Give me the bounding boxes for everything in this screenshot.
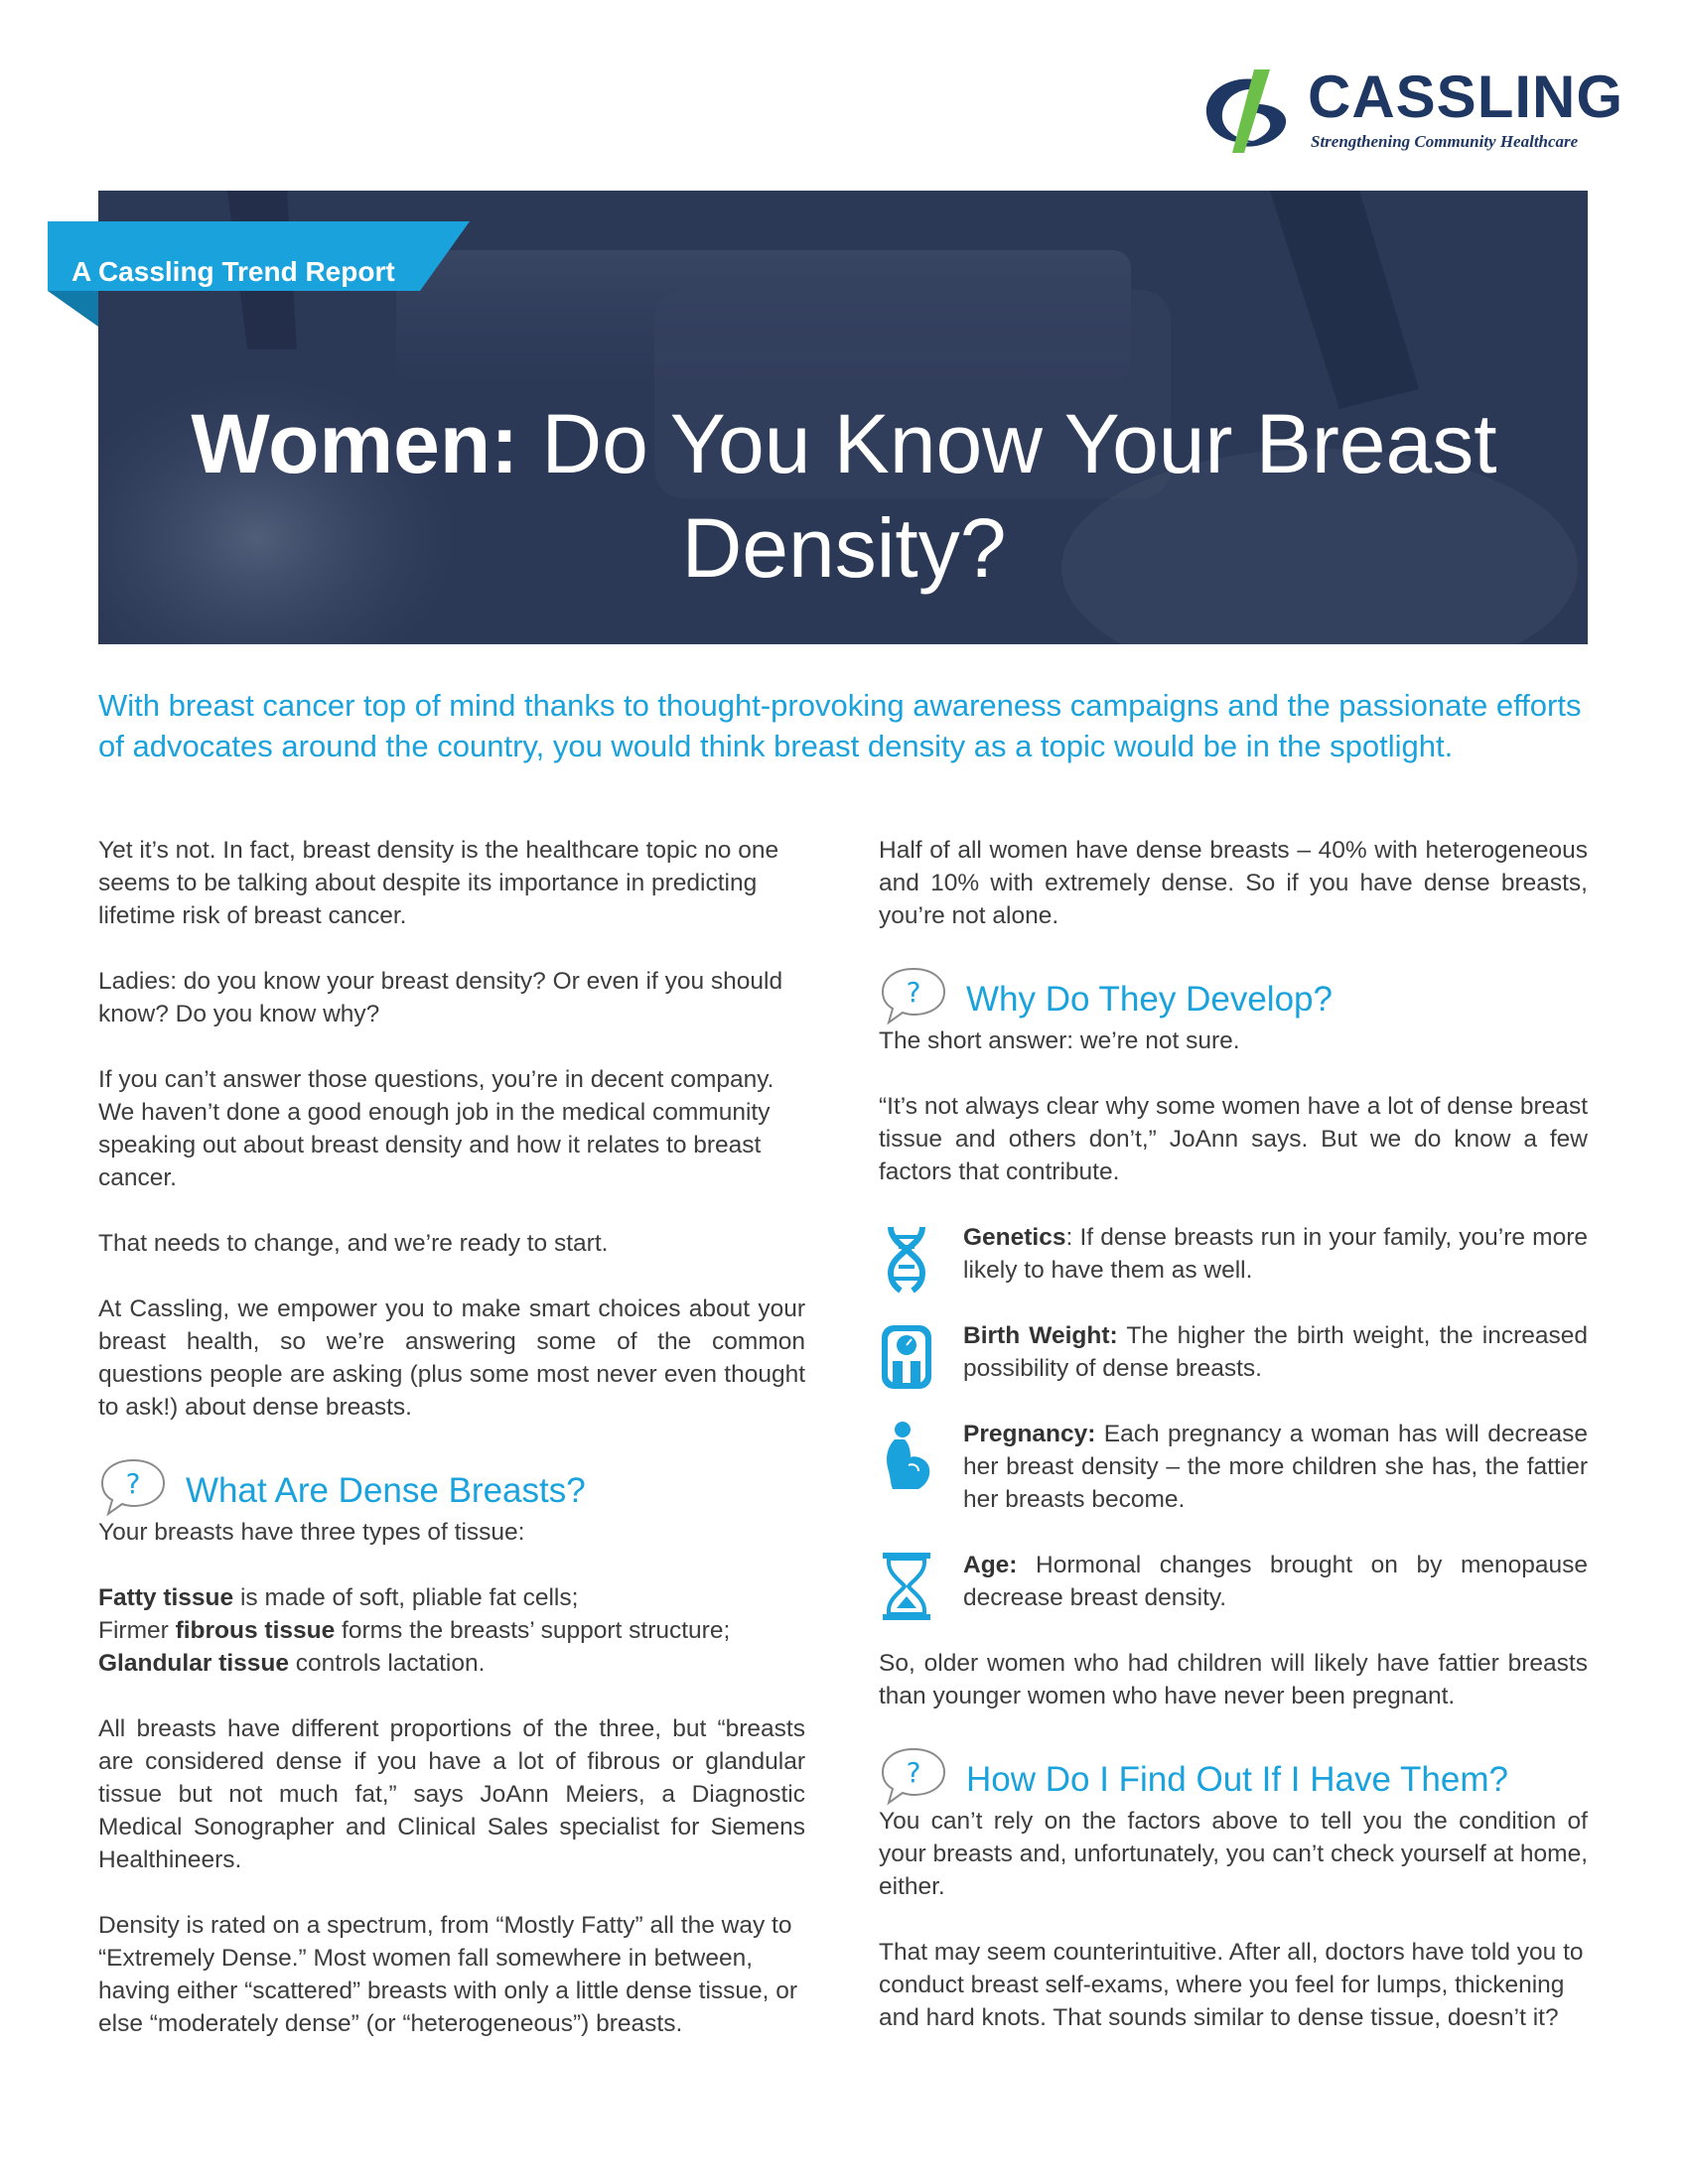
paragraph: If you can’t answer those questions, you’re in decent company. We haven’t done a good enough job in the medical community speaking out about breast density and how it relates to breast cancer. [98, 1066, 774, 1191]
section-heading-find-out [879, 1745, 1588, 1805]
question-bubble-icon [879, 965, 948, 1026]
title-bold: Women: [191, 397, 519, 490]
dna-icon [879, 1223, 934, 1295]
cassling-logo [1196, 58, 1624, 157]
paragraph: Density is rated on a spectrum, from “Mostly Fatty” all the way to “Extremely Dense.” Most women fall somewhere in between, having either “scattered” breasts with only a little dense tissue, or else “moderately dense” (or “heterogeneous”) breasts. [98, 1912, 798, 2037]
tissue-item [98, 1584, 578, 1611]
paragraph: “It’s not always clear why some women have a lot of dense breast tissue and others don’t,” JoAnn says. But we do know a few factors that contribute. [879, 1093, 1588, 1185]
section-title: How Do I Find Out If I Have Them? [966, 1760, 1508, 1799]
tissue-desc: forms the breasts’ support structure; [335, 1617, 731, 1644]
paragraph: So, older women who had children will likely have fattier breasts than younger women who have never been pregnant. [879, 1650, 1588, 1709]
question-bubble-icon [98, 1456, 168, 1518]
tissue-term: fibrous tissue [175, 1617, 336, 1644]
svg-text:?: ? [906, 1756, 921, 1789]
intro-paragraph: With breast cancer top of mind thanks to thought-provoking awareness campaigns and the passionate efforts of advocates around the country, you would think breast density as a topic would be in the spotlight. [98, 688, 1582, 763]
section-heading-dense-breasts [98, 1456, 805, 1516]
factor-label: Birth Weight: [963, 1322, 1118, 1349]
page-title [0, 392, 1688, 601]
paragraph: You can’t rely on the factors above to tell you the condition of your breasts and, unfortunately, you can’t check yourself at home, either. [879, 1808, 1588, 1900]
factor-text: If dense breasts run in your family, you’re more likely to have them as well. [963, 1224, 1588, 1284]
tissue-item [98, 1650, 485, 1677]
section-title: What Are Dense Breasts? [186, 1471, 586, 1510]
tissue-list [98, 1581, 805, 1680]
tissue-item [98, 1617, 730, 1644]
tissue-term: Fatty tissue [98, 1584, 234, 1611]
pregnancy-icon [879, 1420, 934, 1491]
right-column [879, 834, 1588, 2067]
paragraph: That needs to change, and we’re ready to start. [98, 1230, 609, 1257]
factor-birth-weight [879, 1319, 1588, 1385]
tissue-desc: controls lactation. [288, 1650, 486, 1677]
left-column [98, 834, 805, 2073]
factor-text: Each pregnancy a woman has will decrease her breast density – the more children she has, the fattier her breasts become. [963, 1421, 1588, 1513]
svg-text:?: ? [906, 976, 921, 1009]
paragraph: Your breasts have three types of tissue: [98, 1519, 525, 1546]
scale-icon [879, 1321, 934, 1393]
paragraph: Yet it’s not. In fact, breast density is the healthcare topic no one seems to be talking about despite its importance in predicting lifetime risk of breast cancer. [98, 837, 779, 929]
factor-genetics [879, 1221, 1588, 1287]
paragraph: All breasts have different proportions of the three, but “breasts are considered dense if you have a lot of fibrous or glandular tissue but not much fat,” says JoAnn Meiers, a Diagnostic Medical Sonographer and Clinical Sales specialist for Siemens Healthineers. [98, 1715, 805, 1873]
cassling-logo-mark-icon [1196, 66, 1306, 155]
title-line1: Do You Know Your Breast [541, 397, 1497, 490]
paragraph: At Cassling, we empower you to make smart choices about your breast health, so we’re answering some of the common questions people are asking (plus some most never even thought to ask!) about dense breasts. [98, 1296, 805, 1421]
factor-label: Genetics [963, 1224, 1066, 1251]
tissue-prefix: Firmer [98, 1617, 176, 1644]
factor-text: Hormonal changes brought on by menopause decrease breast density. [963, 1552, 1588, 1611]
title-line2: Density? [681, 501, 1007, 595]
factor-text: The higher the birth weight, the increased possibility of dense breasts. [963, 1322, 1588, 1382]
logo-name: CASSLING [1308, 64, 1624, 130]
question-bubble-icon [879, 1745, 948, 1807]
factor-pregnancy [879, 1418, 1588, 1516]
tissue-desc: is made of soft, pliable fat cells; [233, 1584, 579, 1611]
paragraph: The short answer: we’re not sure. [879, 1027, 1240, 1054]
section-title: Why Do They Develop? [966, 980, 1333, 1019]
svg-text:?: ? [125, 1467, 141, 1500]
paragraph: Half of all women have dense breasts – 40% with heterogeneous and 10% with extremely dense. So if you have dense breasts, you’re not alone. [879, 837, 1588, 929]
factor-label: Age: [963, 1552, 1018, 1578]
tissue-term: Glandular tissue [98, 1650, 289, 1677]
factor-sep: : [1065, 1224, 1073, 1251]
trend-report-label: A Cassling Trend Report [71, 256, 395, 287]
section-heading-why-develop [879, 965, 1588, 1024]
factor-label: Pregnancy: [963, 1421, 1096, 1447]
paragraph: That may seem counterintuitive. After all, doctors have told you to conduct breast self-exams, where you feel for lumps, thickening and hard knots. That sounds similar to dense tissue, doesn’t it? [879, 1939, 1584, 2031]
logo-tagline: Strengthening Community Healthcare [1311, 132, 1579, 151]
factor-age [879, 1549, 1588, 1614]
paragraph: Ladies: do you know your breast density? Or even if you should know? Do you know why? [98, 968, 783, 1027]
hourglass-icon [879, 1551, 934, 1622]
